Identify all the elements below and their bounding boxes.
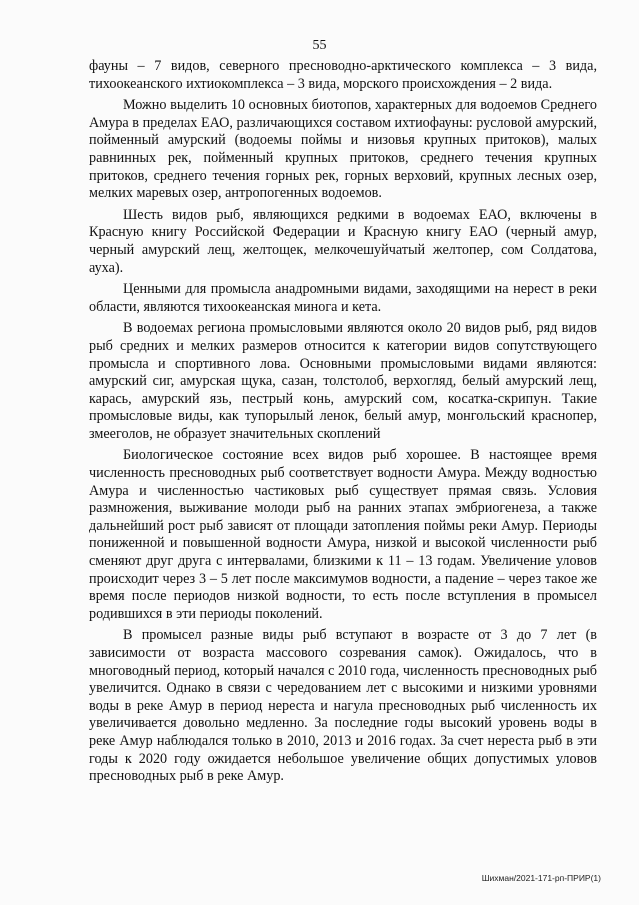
paragraph-red-book: Шесть видов рыб, являющихся редкими в водоемах ЕАО, включены в Красную книгу Российской Федерации и Красную книгу ЕАО (черный амур, черный амурский лещ, желтощек, мелкочешуйчатый желтопер, сом Солдатова, ауха). (89, 206, 597, 276)
paragraph-biotopes: Можно выделить 10 основных биотопов, характерных для водоемов Среднего Амура в пределах ЕАО, различающихся составом ихтиофауны: русловой амурский, пойменный амурский (водоемы поймы и низовья крупных притоков), малых равнинных рек, пойменный крупных притоков, среднего течения крупных притоков, среднего течения горных рек, горных верховий, крупных лесных озер, мелких маревых озер, антропогенных водоемов. (89, 97, 597, 202)
paragraph-fishery-age: В промысел разные виды рыб вступают в возрасте от 3 до 7 лет (в зависимости от возраста массового созревания самок). Ожидалось, что в многоводный период, который начался с 2010 года, численность пресноводных рыб увеличится. Однако в связи с чередованием лет с высокими и низкими уровнями воды в реке Амур в период нереста и нагула пресноводных рыб численность их увеличивается довольно медленно. За последние годы высокий уровень воды в реке Амур наблюдался только в 2010, 2013 и 2016 годах. За счет нереста рыб в эти годы к 2020 году ожидается небольшое увеличение общих допустимых уловов пресноводных рыб в реке Амур. (89, 627, 597, 785)
page-number: 55 (312, 38, 327, 53)
paragraph-fauna-continuation: фауны – 7 видов, северного пресноводно-арктического комплекса – 3 вида, тихоокеанского ихтиокомплекса – 3 вида, морского происхождения – 2 вида. (89, 58, 597, 92)
paragraph-biological-state: Биологическое состояние всех видов рыб хорошее. В настоящее время численность пресноводных рыб соответствует водности Амура. Между водностью Амура и численностью частиковых рыб существует прямая связь. Условия размножения, выживание молоди рыб на ранних этапах эмбриогенеза, а также дальнейший рост рыб зависят от площади затопления поймы реки Амур. Периоды пониженной и повышенной водности Амура, низкой и высокой численности рыб сменяют друг друга с интервалами, близкими к 11 – 13 годам. Увеличение уловов происходит через 3 – 5 лет после максимумов водности, а падение – через такое же время после периодов низкой водности, то есть после вступления в промысел родившихся в эти периоды поколений. (89, 447, 597, 622)
paragraph-anadromous: Ценными для промысла анадромными видами, заходящими на нерест в реки области, являются тихоокеанская минога и кета. (89, 281, 597, 315)
paragraph-commercial-species: В водоемах региона промысловыми являются около 20 видов рыб, ряд видов рыб средних и мелких размеров относится к категории видов сопутствующего промысла и спортивного лова. Основными промысловыми видами являются: амурский сиг, амурская щука, сазан, толстолоб, верхогляд, белый амурский лещ, карась, амурский язь, пестрый конь, амурский сом, косатка-скрипун. Такие промысловые виды, как тупорылый ленок, белый амур, монгольский краснопер, змееголов, не образует значительных скоплений (89, 320, 597, 442)
body-text (89, 58, 597, 790)
document-code: Шихман/2021-171-рп-ПРИР(1) (481, 873, 601, 883)
